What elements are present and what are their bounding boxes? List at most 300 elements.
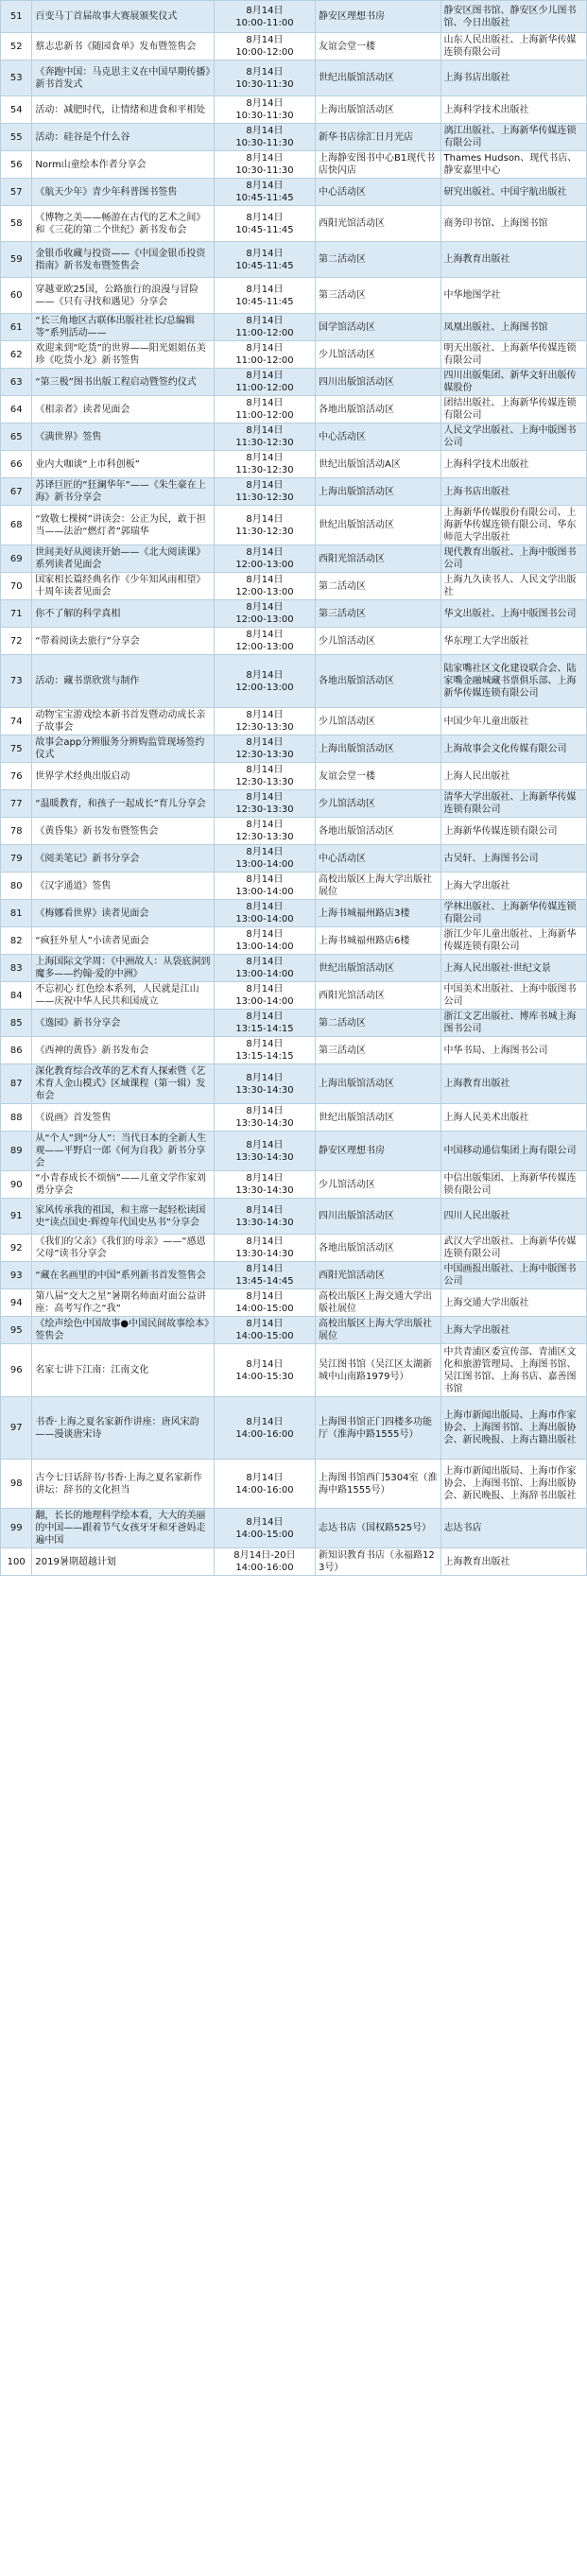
event-time: 8月14日 14:00-16:00 xyxy=(214,1397,315,1460)
row-number: 55 xyxy=(1,124,32,151)
event-time: 8月14日 13:30-14:30 xyxy=(214,1171,315,1199)
event-venue: 西阳光馆活动区 xyxy=(316,206,441,242)
event-organizer: 浙江少年儿童出版社、上海新华传媒连锁有限公司 xyxy=(440,927,586,955)
row-number: 63 xyxy=(1,369,32,396)
row-number: 73 xyxy=(1,655,32,708)
event-organizer: 中信出版集团、上海新华传媒连锁有限公司 xyxy=(440,1171,586,1199)
table-row xyxy=(1,1171,587,1199)
table-row xyxy=(1,982,587,1010)
event-venue: 各地出版馆活动区 xyxy=(316,1235,441,1262)
event-time: 8月14日 14:00-15:00 xyxy=(214,1317,315,1344)
table-row xyxy=(1,1460,587,1509)
event-title: 《绘声绘色中国故事●中国民间故事绘本》签售会 xyxy=(32,1317,214,1344)
event-organizer: 学林出版社、上海新华传媒连锁有限公司 xyxy=(440,900,586,927)
table-row xyxy=(1,61,587,96)
table-row xyxy=(1,396,587,424)
table-row xyxy=(1,573,587,600)
event-title: 2019暑期超越计划 xyxy=(32,1548,214,1576)
event-title: 《汉字通道》签售 xyxy=(32,873,214,900)
event-time: 8月14日 12:00-13:00 xyxy=(214,655,315,708)
event-time: 8月14日 11:00-12:00 xyxy=(214,341,315,369)
event-organizer: 四川出版集团、新华文轩出版传媒股份 xyxy=(440,369,586,396)
event-venue: 静安区理想书房 xyxy=(316,1132,441,1171)
event-venue: 新华书店徐汇日月光店 xyxy=(316,124,441,151)
event-title: 《逸园》新书分享会 xyxy=(32,1010,214,1037)
event-venue: 西阳光馆活动区 xyxy=(316,982,441,1010)
table-row xyxy=(1,873,587,900)
row-number: 98 xyxy=(1,1460,32,1509)
row-number: 65 xyxy=(1,424,32,451)
event-organizer: 上海书店出版社 xyxy=(440,61,586,96)
row-number: 96 xyxy=(1,1344,32,1397)
event-organizer: 人民文学出版社、上海中版图书公司 xyxy=(440,424,586,451)
row-number: 70 xyxy=(1,573,32,600)
event-organizer: 中华地图学社 xyxy=(440,278,586,314)
event-title: 活动：硅谷是个什么谷 xyxy=(32,124,214,151)
event-time: 8月14日 13:30-14:30 xyxy=(214,1104,315,1132)
event-venue: 上海图书馆西门5304室（淮海中路1555号） xyxy=(316,1460,441,1509)
event-organizer: 研究出版社、中国宇航出版社 xyxy=(440,179,586,206)
row-number: 82 xyxy=(1,927,32,955)
event-time: 8月14日 10:30-11:30 xyxy=(214,61,315,96)
event-venue: 友谊会堂一楼 xyxy=(316,33,441,61)
event-organizer: 上海新华传媒股份有限公司、上海新华传媒连锁有限公司、华东师范大学出版社 xyxy=(440,506,586,545)
table-row xyxy=(1,341,587,369)
event-time: 8月14日 12:30-13:30 xyxy=(214,763,315,790)
event-organizer: 陆家嘴社区文化建设联合会、陆家嘴金融城藏书票俱乐部、上海新华传媒连锁有限公司 xyxy=(440,655,586,708)
table-row xyxy=(1,278,587,314)
event-venue: 四川出版馆活动区 xyxy=(316,369,441,396)
event-title: 业内大咖谈“上市科创板” xyxy=(32,451,214,478)
event-organizer: 上海教育出版社 xyxy=(440,1064,586,1104)
event-time: 8月14日 13:30-14:30 xyxy=(214,1199,315,1235)
table-row xyxy=(1,1104,587,1132)
event-organizer: 上海九久读书人、人民文学出版社 xyxy=(440,573,586,600)
row-number: 58 xyxy=(1,206,32,242)
event-time: 8月14日 13:45-14:45 xyxy=(214,1262,315,1289)
event-time: 8月14日 12:30-13:30 xyxy=(214,708,315,735)
event-venue: 中心活动区 xyxy=(316,424,441,451)
event-venue: 世纪出版馆活动区 xyxy=(316,61,441,96)
event-venue: 世纪出版馆活动A区 xyxy=(316,451,441,478)
event-organizer: 上海大学出版社 xyxy=(440,873,586,900)
table-row xyxy=(1,506,587,545)
event-title: 《满世界》签售 xyxy=(32,424,214,451)
event-organizer: 武汉大学出版社、上海新华传媒连锁有限公司 xyxy=(440,1235,586,1262)
event-time: 8月14日 11:00-12:00 xyxy=(214,396,315,424)
event-venue: 高校出版区上海交通大学出版社展位 xyxy=(316,1289,441,1317)
row-number: 77 xyxy=(1,790,32,818)
event-time: 8月14日 13:00-14:00 xyxy=(214,955,315,982)
event-time: 8月14日 14:00-15:00 xyxy=(214,1509,315,1548)
event-venue: 四川出版馆活动区 xyxy=(316,1199,441,1235)
row-number: 93 xyxy=(1,1262,32,1289)
event-venue: 世纪出版馆活动区 xyxy=(316,506,441,545)
event-time: 8月14日 13:30-14:30 xyxy=(214,1132,315,1171)
event-organizer: 现代教育出版社、上海中版图书公司 xyxy=(440,545,586,573)
event-time: 8月14日 13:00-14:00 xyxy=(214,873,315,900)
event-time: 8月14日 11:30-12:30 xyxy=(214,478,315,506)
event-venue: 中心活动区 xyxy=(316,845,441,873)
event-organizer: 上海交通大学出版社 xyxy=(440,1289,586,1317)
event-title: 活动：藏书票欣赏与制作 xyxy=(32,655,214,708)
table-row xyxy=(1,151,587,179)
event-organizer: 漓江出版社、上海新华传媒连锁有限公司 xyxy=(440,124,586,151)
event-organizer: 浙江文艺出版社、博库书城上海图书公司 xyxy=(440,1010,586,1037)
event-organizer: 上海书店出版社 xyxy=(440,478,586,506)
event-organizer: 中国移动通信集团上海有限公司 xyxy=(440,1132,586,1171)
table-row xyxy=(1,242,587,278)
event-title: 《航天少年》青少年科普图书签售 xyxy=(32,179,214,206)
event-venue: 第二活动区 xyxy=(316,242,441,278)
table-row xyxy=(1,478,587,506)
table-row xyxy=(1,206,587,242)
event-time: 8月14日 12:00-13:00 xyxy=(214,600,315,628)
event-venue: 各地出版馆活动区 xyxy=(316,818,441,845)
event-time: 8月14日 10:30-11:30 xyxy=(214,151,315,179)
row-number: 57 xyxy=(1,179,32,206)
event-organizer: Thames Hudson、现代书店、静安嘉里中心 xyxy=(440,151,586,179)
table-row xyxy=(1,1548,587,1576)
table-row xyxy=(1,124,587,151)
table-row xyxy=(1,1397,587,1460)
row-number: 85 xyxy=(1,1010,32,1037)
row-number: 69 xyxy=(1,545,32,573)
event-title: “藏在名画里的中国”系列新书首发签售会 xyxy=(32,1262,214,1289)
event-title: 翻，长长的地理科学绘本看，大大的美丽的中国——跟着节气女孩牙牙和牙爸妈走遍中国 xyxy=(32,1509,214,1548)
row-number: 83 xyxy=(1,955,32,982)
row-number: 84 xyxy=(1,982,32,1010)
table-row xyxy=(1,1132,587,1171)
table-row xyxy=(1,369,587,396)
row-number: 64 xyxy=(1,396,32,424)
event-venue: 少儿馆活动区 xyxy=(316,708,441,735)
row-number: 60 xyxy=(1,278,32,314)
event-time: 8月14日 10:00-11:00 xyxy=(214,1,315,33)
event-organizer: 上海新华传媒连锁有限公司 xyxy=(440,818,586,845)
event-venue: 中心活动区 xyxy=(316,179,441,206)
event-time: 8月14日 13:30-14:30 xyxy=(214,1235,315,1262)
event-time: 8月14日 12:00-13:00 xyxy=(214,573,315,600)
event-venue: 友谊会堂一楼 xyxy=(316,763,441,790)
table-row xyxy=(1,628,587,655)
event-title: “温暖教育，和孩子一起成长”育儿分享会 xyxy=(32,790,214,818)
table-row xyxy=(1,927,587,955)
event-title: 世间美好从阅读开始——《北大阅读课》系列读者见面会 xyxy=(32,545,214,573)
event-venue: 高校出版区上海大学出版社展位 xyxy=(316,1317,441,1344)
event-time: 8月14日 10:45-11:45 xyxy=(214,179,315,206)
event-time: 8月14日 13:15-14:15 xyxy=(214,1010,315,1037)
event-title: 《奔跑中国：马克思主义在中国早期传播》新书首发式 xyxy=(32,61,214,96)
event-organizer: 中国美术出版社、上海中版图书公司 xyxy=(440,982,586,1010)
event-organizer: 上海教育出版社 xyxy=(440,242,586,278)
event-title: 《阅美笔记》新书分享会 xyxy=(32,845,214,873)
row-number: 81 xyxy=(1,900,32,927)
event-organizer: 明天出版社、上海新华传媒连锁有限公司 xyxy=(440,341,586,369)
event-venue: 上海出版馆活动区 xyxy=(316,96,441,124)
events-table-body xyxy=(1,1,587,1576)
event-time: 8月14日-20日 14:00-16:00 xyxy=(214,1548,315,1576)
table-row xyxy=(1,1064,587,1104)
event-venue: 第二活动区 xyxy=(316,573,441,600)
row-number: 79 xyxy=(1,845,32,873)
event-organizer: 上海科学技术出版社 xyxy=(440,451,586,478)
event-time: 8月14日 11:30-12:30 xyxy=(214,424,315,451)
event-time: 8月14日 11:00-12:00 xyxy=(214,369,315,396)
event-title: 古今七日话辞书/书香·上海之夏名家新作讲坛：辞书的文化担当 xyxy=(32,1460,214,1509)
table-row xyxy=(1,33,587,61)
event-time: 8月14日 10:45-11:45 xyxy=(214,278,315,314)
event-venue: 上海出版馆活动区 xyxy=(316,1064,441,1104)
event-venue: 志达书店（国权路525号） xyxy=(316,1509,441,1548)
event-organizer: 上海大学出版社 xyxy=(440,1317,586,1344)
row-number: 75 xyxy=(1,735,32,763)
event-venue: 国学馆活动区 xyxy=(316,314,441,341)
table-row xyxy=(1,1235,587,1262)
row-number: 52 xyxy=(1,33,32,61)
event-title: 《博物之美——畅游在古代的艺术之间》和《三花的第二个世纪》新书发布会 xyxy=(32,206,214,242)
table-row xyxy=(1,545,587,573)
event-time: 8月14日 13:15-14:15 xyxy=(214,1037,315,1064)
event-organizer: 上海市新闻出版局、上海市作家协会、上海图书馆、上海出版协会、新民晚报、上海辞书出版社 xyxy=(440,1460,586,1509)
row-number: 51 xyxy=(1,1,32,33)
event-venue: 第三活动区 xyxy=(316,278,441,314)
event-title: 上海国际文学周：《中洲故人：从袋底洞到魔多——约翰·爱的中洲》 xyxy=(32,955,214,982)
event-title: 你不了解的科学真相 xyxy=(32,600,214,628)
event-venue: 世纪出版馆活动区 xyxy=(316,955,441,982)
event-venue: 各地出版馆活动区 xyxy=(316,396,441,424)
row-number: 59 xyxy=(1,242,32,278)
table-row xyxy=(1,818,587,845)
event-time: 8月14日 11:00-12:00 xyxy=(214,314,315,341)
event-venue: 西阳光馆活动区 xyxy=(316,1262,441,1289)
event-title: 金银币收藏与投资——《中国金银币投资指南》新书发布暨签售会 xyxy=(32,242,214,278)
event-title: 百变马丁首届故事大赛展颁奖仪式 xyxy=(32,1,214,33)
event-organizer: 中华书局、上海图书公司 xyxy=(440,1037,586,1064)
event-organizer: 中国画报出版社、上海中版图书公司 xyxy=(440,1262,586,1289)
event-title: 书香·上海之夏名家新作讲座：唐风宋韵——漫谈唐宋诗 xyxy=(32,1397,214,1460)
event-title: Norm山童绘本作者分享会 xyxy=(32,151,214,179)
event-venue: 上海静安图书中心B1现代书店快闪店 xyxy=(316,151,441,179)
event-time: 8月14日 14:00-15:30 xyxy=(214,1344,315,1397)
event-venue: 少儿馆活动区 xyxy=(316,1171,441,1199)
row-number: 76 xyxy=(1,763,32,790)
event-time: 8月14日 10:45-11:45 xyxy=(214,242,315,278)
table-row xyxy=(1,1262,587,1289)
table-row xyxy=(1,763,587,790)
event-title: 《相亲者》读者见面会 xyxy=(32,396,214,424)
event-venue: 上海书城福州路店6楼 xyxy=(316,927,441,955)
event-venue: 新知识教育书店（永福路123号） xyxy=(316,1548,441,1576)
row-number: 100 xyxy=(1,1548,32,1576)
table-row xyxy=(1,1289,587,1317)
event-venue: 上海书城福州路店3楼 xyxy=(316,900,441,927)
row-number: 95 xyxy=(1,1317,32,1344)
table-row xyxy=(1,955,587,982)
table-row xyxy=(1,314,587,341)
event-title: 第八届“交大之星”暑期名师面对面公益讲座：高考写作之“我” xyxy=(32,1289,214,1317)
row-number: 54 xyxy=(1,96,32,124)
event-organizer: 上海科学技术出版社 xyxy=(440,96,586,124)
event-title: “小青春成长不烦恼”——儿童文学作家刘勇分享会 xyxy=(32,1171,214,1199)
table-row xyxy=(1,1037,587,1064)
table-row xyxy=(1,735,587,763)
table-row xyxy=(1,1010,587,1037)
event-title: “疯狂外星人”小读者见面会 xyxy=(32,927,214,955)
row-number: 89 xyxy=(1,1132,32,1171)
event-venue: 上海出版馆活动区 xyxy=(316,735,441,763)
event-organizer: 上海教育出版社 xyxy=(440,1548,586,1576)
event-time: 8月14日 10:30-11:30 xyxy=(214,96,315,124)
row-number: 94 xyxy=(1,1289,32,1317)
event-venue: 少儿馆活动区 xyxy=(316,341,441,369)
row-number: 87 xyxy=(1,1064,32,1104)
table-row xyxy=(1,1509,587,1548)
event-title: 《黄昏集》新书发布暨签售会 xyxy=(32,818,214,845)
event-title: 世界学术经典出版启动 xyxy=(32,763,214,790)
event-organizer: 上海故事会文化传媒有限公司 xyxy=(440,735,586,763)
event-venue: 上海出版馆活动区 xyxy=(316,478,441,506)
event-venue: 少儿馆活动区 xyxy=(316,628,441,655)
table-row xyxy=(1,790,587,818)
table-row xyxy=(1,655,587,708)
event-organizer: 古吴轩、上海图书公司 xyxy=(440,845,586,873)
event-time: 8月14日 12:30-13:30 xyxy=(214,790,315,818)
event-title: 动物宝宝游戏绘本新书首发暨动动成长亲子故事会 xyxy=(32,708,214,735)
row-number: 78 xyxy=(1,818,32,845)
event-title: 苏译巨匠的“狂澜华年”——《朱生豪在上海》新书分享会 xyxy=(32,478,214,506)
event-title: 活动：减肥时代，让情绪和进食和平相处 xyxy=(32,96,214,124)
event-title: 故事会app分辨服务分辨购监管现场签约仪式 xyxy=(32,735,214,763)
event-time: 8月14日 13:30-14:30 xyxy=(214,1064,315,1104)
event-venue: 第三活动区 xyxy=(316,600,441,628)
event-time: 8月14日 10:30-11:30 xyxy=(214,124,315,151)
event-organizer: 上海人民出版社 xyxy=(440,763,586,790)
table-row xyxy=(1,1,587,33)
event-time: 8月14日 14:00-16:00 xyxy=(214,1460,315,1509)
event-title: 《我们的父亲》《我们的母亲》——“感恩父母”读书分享会 xyxy=(32,1235,214,1262)
event-organizer: 上海人民出版社·世纪文景 xyxy=(440,955,586,982)
event-title: 从“个人”到“分人”：当代日本的全新人生观——平野启一郎《何为自我》新书分享会 xyxy=(32,1132,214,1171)
event-title: 深化教育综合改革的艺术育人探索暨《艺术育人金山模式》区域课程（第一辑）发布会 xyxy=(32,1064,214,1104)
event-time: 8月14日 14:00-15:00 xyxy=(214,1289,315,1317)
event-title: “第三极”图书出版工程启动暨签约仪式 xyxy=(32,369,214,396)
event-organizer: 四川人民出版社 xyxy=(440,1199,586,1235)
event-organizer: 山东人民出版社、上海新华传媒连锁有限公司 xyxy=(440,33,586,61)
event-organizer: 清华大学出版社、上海新华传媒连锁有限公司 xyxy=(440,790,586,818)
row-number: 67 xyxy=(1,478,32,506)
event-title: “长三角地区古联体出版社社长/总编辑等”系列活动—— xyxy=(32,314,214,341)
event-venue: 静安区理想书房 xyxy=(316,1,441,33)
row-number: 72 xyxy=(1,628,32,655)
event-venue: 上海图书馆正门四楼多功能厅（淮海中路1555号） xyxy=(316,1397,441,1460)
row-number: 62 xyxy=(1,341,32,369)
row-number: 92 xyxy=(1,1235,32,1262)
event-venue: 第二活动区 xyxy=(316,1010,441,1037)
event-time: 8月14日 12:00-13:00 xyxy=(214,545,315,573)
event-venue: 吴江图书馆（吴江区太湖新城中山南路1979号） xyxy=(316,1344,441,1397)
event-time: 8月14日 13:00-14:00 xyxy=(214,900,315,927)
event-time: 8月14日 13:00-14:00 xyxy=(214,982,315,1010)
event-organizer: 志达书店 xyxy=(440,1509,586,1548)
event-organizer: 中共青浦区委宣传部、青浦区文化和旅游管理局、上海图书馆、吴江图书馆、上海书店、嘉善图书馆 xyxy=(440,1344,586,1397)
event-title: 穿越亚欧25国，公路旅行的浪漫与冒险——《只有寻找和遇见》分享会 xyxy=(32,278,214,314)
event-time: 8月14日 10:00-12:00 xyxy=(214,33,315,61)
row-number: 61 xyxy=(1,314,32,341)
event-title: 名家七讲下江南：江南文化 xyxy=(32,1344,214,1397)
event-time: 8月14日 11:30-12:30 xyxy=(214,506,315,545)
event-title: “带着阅读去旅行”分享会 xyxy=(32,628,214,655)
row-number: 53 xyxy=(1,61,32,96)
row-number: 91 xyxy=(1,1199,32,1235)
event-organizer: 凤凰出版社、上海图书馆 xyxy=(440,314,586,341)
event-title: 不忘初心 红色绘本系列，人民就是江山——庆祝中华人民共和国成立 xyxy=(32,982,214,1010)
event-time: 8月14日 13:00-14:00 xyxy=(214,927,315,955)
row-number: 80 xyxy=(1,873,32,900)
event-organizer: 中国少年儿童出版社 xyxy=(440,708,586,735)
event-title: 《西神的黄昏》新书发布会 xyxy=(32,1037,214,1064)
row-number: 71 xyxy=(1,600,32,628)
event-venue: 西阳光馆活动区 xyxy=(316,545,441,573)
event-time: 8月14日 12:30-13:30 xyxy=(214,735,315,763)
row-number: 74 xyxy=(1,708,32,735)
event-title: 蔡志忠新书《随园食单》发布暨签售会 xyxy=(32,33,214,61)
event-venue: 少儿馆活动区 xyxy=(316,790,441,818)
table-row xyxy=(1,845,587,873)
event-organizer: 上海市新闻出版局、上海市作家协会、上海图书馆、上海出版协会、新民晚报、上海古籍出版社 xyxy=(440,1397,586,1460)
event-time: 8月14日 10:45-11:45 xyxy=(214,206,315,242)
row-number: 90 xyxy=(1,1171,32,1199)
event-organizer: 静安区图书馆、静安区少儿图书馆、今日出版社 xyxy=(440,1,586,33)
event-venue: 第三活动区 xyxy=(316,1037,441,1064)
event-organizer: 商务印书馆、上海图书馆 xyxy=(440,206,586,242)
table-row xyxy=(1,179,587,206)
event-title: 《说画》首发签售 xyxy=(32,1104,214,1132)
event-organizer: 上海人民美术出版社 xyxy=(440,1104,586,1132)
event-venue: 高校出版区上海大学出版社展位 xyxy=(316,873,441,900)
event-title: 《梅娜看世界》读者见面会 xyxy=(32,900,214,927)
table-row xyxy=(1,424,587,451)
row-number: 99 xyxy=(1,1509,32,1548)
table-row xyxy=(1,96,587,124)
table-row xyxy=(1,1344,587,1397)
event-organizer: 团结出版社、上海新华传媒连锁有限公司 xyxy=(440,396,586,424)
table-row xyxy=(1,708,587,735)
event-title: 国家相长篇经典名作《少年知风雨相望》十周年读者见面会 xyxy=(32,573,214,600)
event-title: “致敬七棵树”讲读会：公正为民，敢于担当——法治“燃灯者”郭瑞华 xyxy=(32,506,214,545)
table-row xyxy=(1,451,587,478)
row-number: 86 xyxy=(1,1037,32,1064)
row-number: 68 xyxy=(1,506,32,545)
event-time: 8月14日 12:30-13:30 xyxy=(214,818,315,845)
event-organizer: 华东理工大学出版社 xyxy=(440,628,586,655)
row-number: 97 xyxy=(1,1397,32,1460)
event-title: 家风传承我的祖国，和主席一起轻松读国史“读点国史·辉煌年代国史丛书”分享会 xyxy=(32,1199,214,1235)
event-time: 8月14日 11:30-12:30 xyxy=(214,451,315,478)
event-venue: 世纪出版馆活动区 xyxy=(316,1104,441,1132)
row-number: 88 xyxy=(1,1104,32,1132)
event-organizer: 华文出版社、上海中版图书公司 xyxy=(440,600,586,628)
event-venue: 各地出版馆活动区 xyxy=(316,655,441,708)
table-row xyxy=(1,600,587,628)
row-number: 66 xyxy=(1,451,32,478)
event-time: 8月14日 12:00-13:00 xyxy=(214,628,315,655)
table-row xyxy=(1,1199,587,1235)
event-time: 8月14日 13:00-14:00 xyxy=(214,845,315,873)
row-number: 56 xyxy=(1,151,32,179)
table-row xyxy=(1,900,587,927)
table-row xyxy=(1,1317,587,1344)
